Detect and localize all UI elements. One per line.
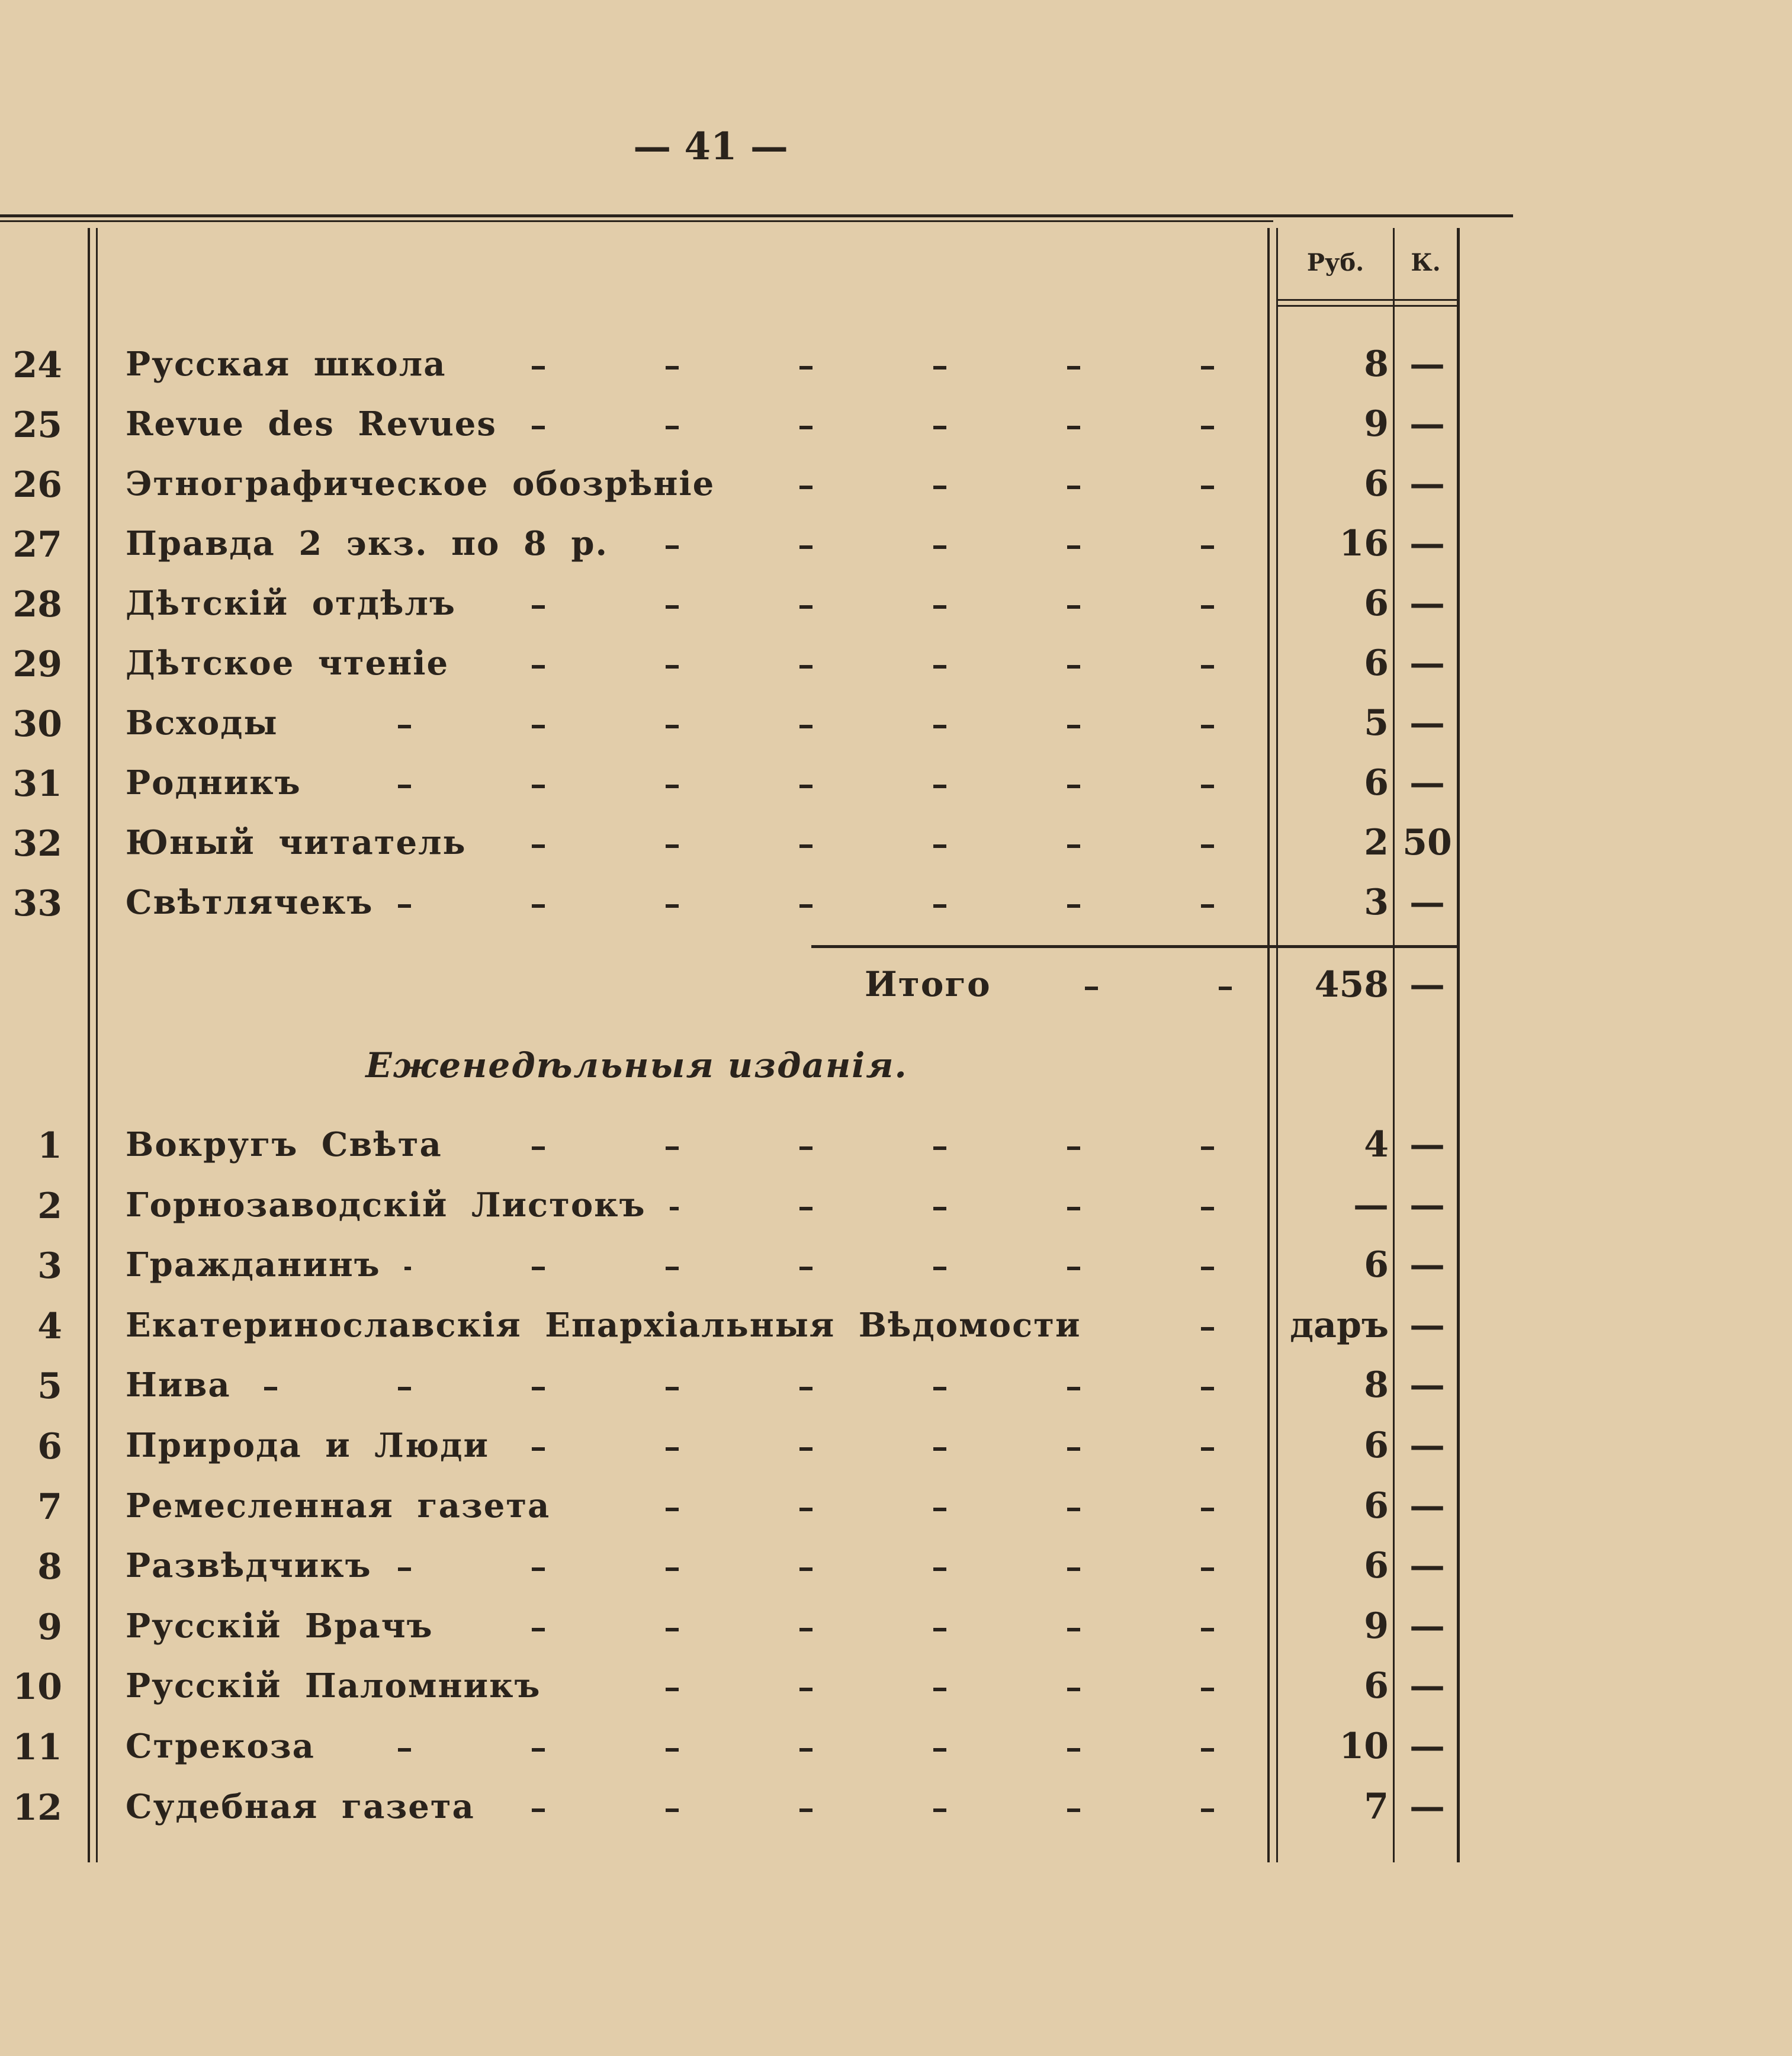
publication-title: Судебная газета [126, 1787, 475, 1826]
price-kop: 50 [1402, 822, 1452, 863]
table-row [0, 1480, 1463, 1534]
price-kop: — [1409, 882, 1445, 923]
table-row [0, 1781, 1463, 1835]
price-kop: — [1409, 1364, 1445, 1406]
price-rub: 10 [1339, 1726, 1389, 1767]
dash-leader [632, 545, 1250, 549]
dash-leader [397, 904, 1250, 908]
dash-leader [738, 486, 1250, 489]
table-row [0, 339, 1463, 392]
table-row [0, 1360, 1463, 1413]
table-row [0, 578, 1463, 631]
dash-leader [1104, 1327, 1250, 1331]
dash-leader [339, 1748, 1250, 1752]
price-rub: 6 [1364, 762, 1389, 804]
price-kop: — [1409, 1184, 1445, 1226]
price-rub: 6 [1364, 1425, 1389, 1466]
row-number: 11 [12, 1727, 62, 1768]
table-row [0, 1119, 1463, 1172]
publication-title: Дѣтскій отдѣлъ [126, 584, 456, 623]
row-number: 2 [37, 1185, 62, 1227]
table-row [0, 698, 1463, 751]
table-row [0, 1420, 1463, 1473]
row-number: 30 [12, 703, 62, 745]
dash-leader [466, 1146, 1250, 1150]
publication-title: Русская школа [126, 345, 447, 384]
total-leader [1054, 987, 1267, 990]
table-row [0, 1721, 1463, 1774]
row-number: 3 [37, 1245, 62, 1287]
price-kop: — [1409, 1665, 1445, 1707]
price-kop: — [1409, 1785, 1445, 1827]
table-row [0, 817, 1463, 870]
row-number: 7 [37, 1486, 62, 1528]
publication-title: Гражданинъ [126, 1245, 381, 1285]
price-rub: 8 [1364, 1364, 1389, 1406]
price-rub: 6 [1364, 1665, 1389, 1707]
dash-leader [574, 1508, 1250, 1511]
publication-title: Русскій Врачъ [126, 1606, 433, 1646]
price-rub: 6 [1364, 463, 1389, 505]
table-row [0, 1540, 1463, 1594]
table-row [0, 1601, 1463, 1654]
dash-leader [470, 366, 1250, 370]
publication-title: Природа и Люди [126, 1426, 490, 1465]
publication-title: Всходы [126, 703, 278, 743]
price-rub: 9 [1364, 1605, 1389, 1647]
price-kop: — [1409, 1124, 1445, 1165]
row-number: 5 [37, 1366, 62, 1408]
price-rub: 8 [1364, 343, 1389, 385]
price-rub: 7 [1364, 1785, 1389, 1827]
total-kop: — [1409, 964, 1445, 1005]
price-kop: — [1409, 523, 1445, 564]
price-rub: 3 [1364, 882, 1389, 923]
publication-title: Горнозаводскій Листокъ [126, 1185, 646, 1225]
publication-title: Нива [126, 1366, 231, 1405]
price-kop: — [1409, 403, 1445, 445]
price-kop: — [1409, 463, 1445, 505]
dash-leader [255, 1387, 1250, 1390]
row-number: 28 [12, 584, 62, 625]
row-number: 31 [12, 763, 62, 805]
price-kop: — [1409, 762, 1445, 804]
top-rule-inner [0, 220, 1273, 222]
dash-leader [513, 1447, 1250, 1451]
publication-title: Русскій Паломникъ [126, 1666, 541, 1706]
price-kop: — [1409, 1425, 1445, 1466]
publication-title: Дѣтское чтеніе [126, 644, 449, 683]
price-rub: даръ [1290, 1304, 1389, 1346]
total-row [0, 959, 1463, 1013]
price-rub: 4 [1364, 1124, 1389, 1165]
row-number: 24 [12, 345, 62, 386]
header-rule-b [1276, 305, 1460, 307]
price-kop: — [1409, 1485, 1445, 1527]
publication-title: Вокругъ Свѣта [126, 1125, 442, 1164]
price-kop: — [1409, 1304, 1445, 1346]
row-number: 29 [12, 644, 62, 685]
publication-title: Екатеринославскія Епархіальныя Вѣдомости [126, 1305, 1081, 1345]
price-kop: — [1409, 1244, 1445, 1286]
dash-leader [473, 665, 1250, 669]
price-kop: — [1409, 1726, 1445, 1767]
table-row [0, 399, 1463, 452]
total-label: Итого [865, 964, 991, 1004]
row-number: 8 [37, 1546, 62, 1588]
dash-leader [521, 426, 1250, 429]
dash-leader [325, 785, 1250, 788]
header-rule-a [1276, 299, 1460, 301]
row-number: 12 [12, 1787, 62, 1829]
dash-leader [499, 1808, 1250, 1812]
price-kop: — [1409, 343, 1445, 385]
price-rub: 5 [1364, 702, 1389, 744]
table-row [0, 877, 1463, 930]
total-rule [811, 945, 1460, 948]
publication-title: Стрекоза [126, 1727, 315, 1766]
row-number: 6 [37, 1426, 62, 1467]
table-row [0, 1180, 1463, 1233]
table-row [0, 458, 1463, 512]
header-kop: К. [1411, 249, 1441, 277]
price-kop: — [1409, 1545, 1445, 1587]
publication-title: Revue des Revues [126, 404, 497, 444]
dash-leader [404, 1267, 1250, 1270]
row-number: 27 [12, 524, 62, 566]
row-number: 26 [12, 464, 62, 506]
row-number: 32 [12, 823, 62, 865]
price-kop: — [1409, 583, 1445, 624]
header-rub: Руб. [1306, 249, 1364, 277]
price-rub: 6 [1364, 1244, 1389, 1286]
row-number: 33 [12, 883, 62, 924]
total-rub: 458 [1314, 964, 1389, 1005]
table-row [0, 638, 1463, 691]
row-number: 10 [12, 1666, 62, 1708]
dash-leader [457, 1628, 1250, 1631]
price-rub: 6 [1364, 583, 1389, 624]
dash-leader [490, 844, 1250, 848]
price-rub: 6 [1364, 1485, 1389, 1527]
page-number: — 41 — [633, 124, 788, 169]
price-rub: 6 [1364, 1545, 1389, 1587]
section-heading: Еженедѣльныя изданія. [365, 1045, 908, 1085]
publication-title: Свѣтлячекъ [126, 883, 374, 922]
publication-title: Этнографическое обозрѣніе [126, 464, 715, 503]
publication-title: Родникъ [126, 763, 301, 802]
dash-leader [396, 1567, 1250, 1571]
row-number: 4 [37, 1305, 62, 1347]
price-kop: — [1409, 702, 1445, 744]
row-number: 1 [37, 1125, 62, 1167]
publication-title: Развѣдчикъ [126, 1546, 372, 1586]
table-row [0, 1239, 1463, 1293]
price-kop: — [1409, 642, 1445, 684]
publication-title: Ремесленная газета [126, 1486, 551, 1525]
publication-title: Правда 2 экз. по 8 р. [126, 524, 609, 563]
table-row [0, 1660, 1463, 1714]
publication-title: Юный читатель [126, 823, 467, 862]
price-rub: 2 [1364, 822, 1389, 863]
table-row [0, 757, 1463, 811]
top-rule [0, 214, 1513, 217]
dash-leader [564, 1688, 1250, 1691]
price-rub: 16 [1339, 523, 1389, 564]
row-number: 9 [37, 1606, 62, 1648]
price-kop: — [1409, 1605, 1445, 1647]
table-row [0, 518, 1463, 571]
price-rub: 6 [1364, 642, 1389, 684]
price-rub: — [1353, 1184, 1389, 1226]
row-number: 25 [12, 404, 62, 446]
dash-leader [302, 725, 1250, 728]
price-rub: 9 [1364, 403, 1389, 445]
table-row [0, 1300, 1463, 1353]
dash-leader [670, 1207, 1250, 1210]
dash-leader [480, 605, 1250, 609]
